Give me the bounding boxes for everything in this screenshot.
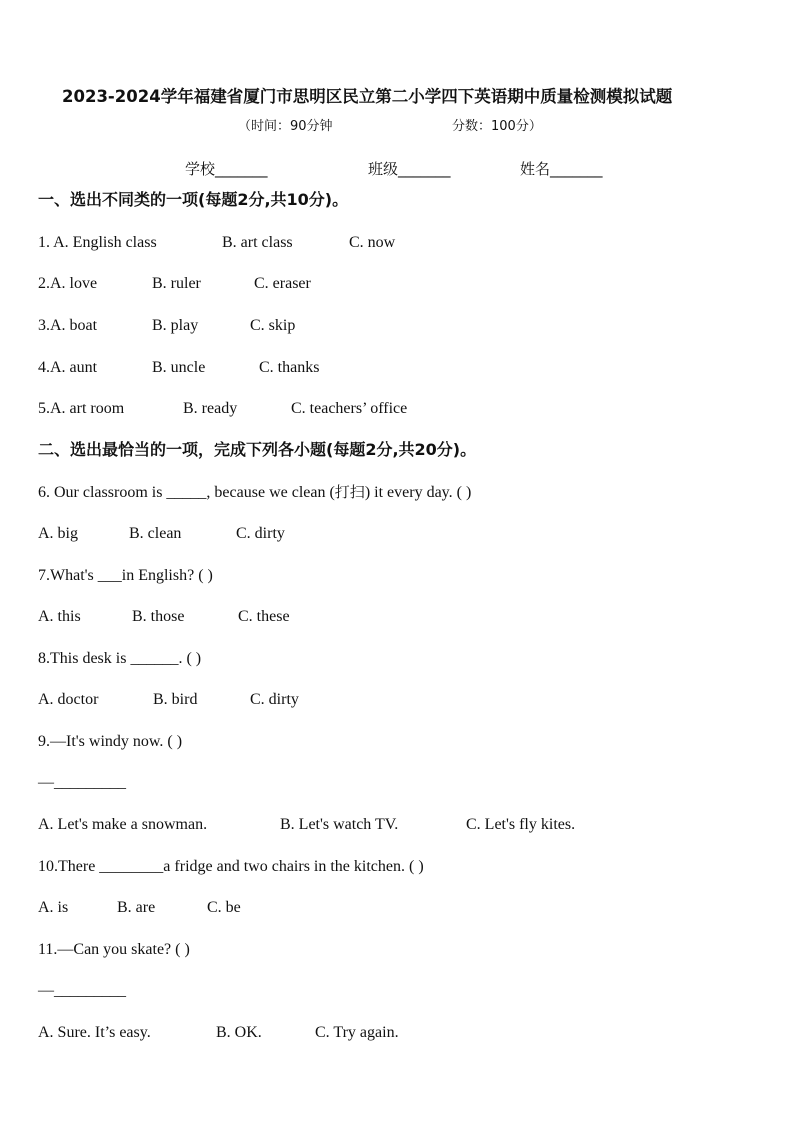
name-field: 姓名_______: [520, 160, 603, 178]
option-b: B. uncle: [152, 359, 206, 376]
school-field: 学校_______: [185, 160, 268, 178]
question-2: [38, 274, 97, 294]
option-a: A. Sure. It’s easy.: [38, 1024, 151, 1041]
option-c: C. teachers’ office: [291, 400, 408, 417]
option-a: A. doctor: [38, 691, 99, 708]
option-a: A. this: [38, 608, 81, 625]
option-c: C. eraser: [254, 275, 311, 292]
class-field: 班级_______: [368, 160, 451, 178]
question-8-stem: 8.This desk is ______. ( ): [38, 650, 202, 667]
option-c: C. dirty: [250, 691, 299, 708]
question-11-stem: 11.—Can you skate? ( ): [38, 941, 190, 958]
option-c: C. thanks: [259, 359, 320, 376]
question-7-stem: 7.What's ___in English? ( ): [38, 567, 213, 584]
stem-chinese-gloss: 打扫: [334, 483, 365, 501]
option-b: B. play: [152, 317, 199, 334]
exam-score: 分数：100分）: [452, 119, 542, 134]
option-b: B. ruler: [152, 275, 201, 292]
option-a: A. boat: [50, 317, 98, 334]
option-b: B. Let's watch TV.: [280, 816, 399, 833]
question-1: [38, 233, 157, 253]
question-5: [38, 399, 124, 419]
option-b: B. those: [132, 608, 185, 625]
stem-text: 6. Our classroom is _____, because we clean (: [38, 484, 335, 501]
question-number: 1.: [38, 234, 54, 251]
question-number: 2.: [38, 275, 50, 292]
option-b: B. art class: [222, 234, 293, 251]
option-c: C. Try again.: [315, 1024, 399, 1041]
answer-line: —_________: [38, 774, 126, 791]
question-9-stem: 9.—It's windy now. ( ): [38, 733, 183, 750]
option-a: A. is: [38, 899, 69, 916]
option-c: C. be: [207, 899, 241, 916]
stem-text-end: ) it every day. ( ): [364, 484, 472, 501]
option-c: C. dirty: [236, 525, 285, 542]
answer-line: —_________: [38, 982, 126, 999]
exam-time: （时间：90分钟: [238, 119, 333, 134]
question-number: 3.: [38, 317, 50, 334]
option-b: B. ready: [183, 400, 238, 417]
option-b: B. OK.: [216, 1024, 262, 1041]
question-10-stem: 10.There ________a fridge and two chairs in the kitchen. ( ): [38, 858, 424, 875]
question-number: 4.: [38, 359, 50, 376]
option-c: C. now: [349, 234, 396, 251]
option-b: B. are: [117, 899, 156, 916]
exam-title: 2023-2024学年福建省厦门市思明区民立第二小学四下英语期中质量检测模拟试题: [62, 87, 673, 106]
option-b: B. clean: [129, 525, 182, 542]
option-b: B. bird: [153, 691, 198, 708]
option-c: C. these: [238, 608, 290, 625]
option-a: A. English class: [53, 234, 157, 251]
question-4: [38, 358, 97, 378]
option-a: A. art room: [50, 400, 125, 417]
option-c: C. Let's fly kites.: [466, 816, 576, 833]
question-3: [38, 316, 97, 336]
question-6-stem: [38, 482, 471, 503]
option-a: A. Let's make a snowman.: [38, 816, 208, 833]
section1-heading: 一、选出不同类的一项(每题2分,共10分)。: [38, 190, 349, 209]
option-a: A. aunt: [50, 359, 98, 376]
option-a: A. love: [50, 275, 98, 292]
option-c: C. skip: [250, 317, 296, 334]
option-a: A. big: [38, 525, 78, 542]
section2-heading: 二、选出最恰当的一项，完成下列各小题(每题2分,共20分)。: [38, 440, 477, 459]
question-number: 5.: [38, 400, 50, 417]
